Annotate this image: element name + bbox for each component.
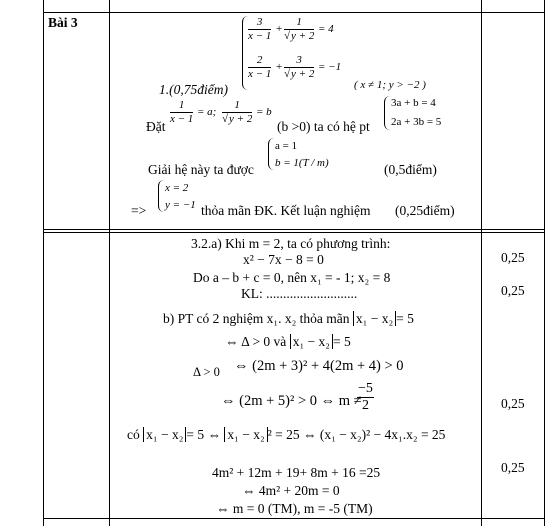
solve-text: Giải hệ này ta được (148, 162, 254, 177)
score-cell: 0,25 (501, 396, 525, 411)
table-top-border (43, 12, 545, 13)
p2-line2: x² − 7x − 8 = 0 (243, 252, 324, 267)
score-cell: 0,25 (501, 283, 525, 298)
b-condition: (b >0) ta có hệ pt (277, 119, 370, 134)
score2: (0,5điểm) (384, 162, 437, 177)
p2-line7a: Δ > 0 (193, 365, 220, 379)
system2-brace (384, 96, 390, 130)
dat-fraction-a: $\frac{1}{x - 1}$ (170, 99, 194, 125)
label-column-divider (109, 0, 110, 526)
p2-line9: có x₁ − x₂ = 5 ⇔ x₁ − x₂ ² = 25 ⇔ (x₁ − x₂)² − 4x₁.x₂ = 25 (127, 427, 446, 442)
p2-line10: 4m² + 12m + 19+ 8m + 16 =25 (212, 465, 381, 480)
part1-score-label: 1.(0,75điểm) (159, 82, 228, 97)
row-divider-inner (43, 232, 545, 233)
eq1-rhs: = 4 (318, 23, 334, 35)
eq1-fraction-b: $\frac{1}{√y + 2}$ (284, 16, 315, 42)
eq1-fraction-a: $\frac{3}{x - 1}$ (248, 16, 272, 42)
eq2-fraction-b: $\frac{3}{√y + 2}$ (284, 54, 315, 80)
p2-line7b: ⇔ (2m + 3)² + 4(2m + 4) > 0 (234, 358, 404, 374)
table-right-border (544, 0, 545, 526)
p2-line6: ⇔ Δ > 0 và x₁ − x₂ = 5 (225, 334, 351, 349)
section-label: Bài 3 (48, 15, 78, 30)
score-column-divider (481, 0, 482, 526)
p2-line4: KL: ........................... (241, 286, 358, 301)
row-divider (43, 229, 545, 230)
p2-line12: ⇔ m = 0 (TM), m = -5 (TM) (216, 501, 373, 516)
solution-brace (268, 138, 274, 170)
p2-line3: Do a – b + c = 0, nên x₁ = - 1; x₂ = 8 (193, 270, 391, 285)
score3: (0,25điểm) (395, 203, 455, 218)
implies-arrow: => (131, 203, 147, 218)
eq2-fraction-a: $\frac{2}{x - 1}$ (248, 54, 272, 80)
table-bottom-border (43, 518, 545, 519)
p2-line5: b) PT có 2 nghiệm x₁. x₂ thỏa mãn x₁ − x₂ = 5 (163, 311, 414, 326)
p2-fraction: $\frac{-5}{2}$ (358, 381, 373, 413)
p2-line1: 3.2.a) Khi m = 2, ta có phương trình: (191, 236, 391, 251)
dat-label: Đặt (146, 119, 166, 134)
p2-line8: ⇔ (2m + 5)² > 0 ⇔ m ≠ (221, 393, 362, 409)
score-cell: 0,25 (501, 460, 525, 475)
domain-condition: ( x ≠ 1; y > −2 ) (354, 79, 426, 91)
dat-fraction-b: $\frac{1}{√y + 2}$ (222, 99, 253, 125)
eq2-rhs: = −1 (318, 61, 342, 73)
xy-brace (158, 180, 164, 212)
p2-line11: ⇔ 4m² + 20m = 0 (242, 483, 340, 498)
table-left-border (43, 0, 44, 526)
conclusion-text: thỏa mãn ĐK. Kết luận nghiệm (201, 203, 371, 218)
score-cell: 0,25 (501, 250, 525, 265)
